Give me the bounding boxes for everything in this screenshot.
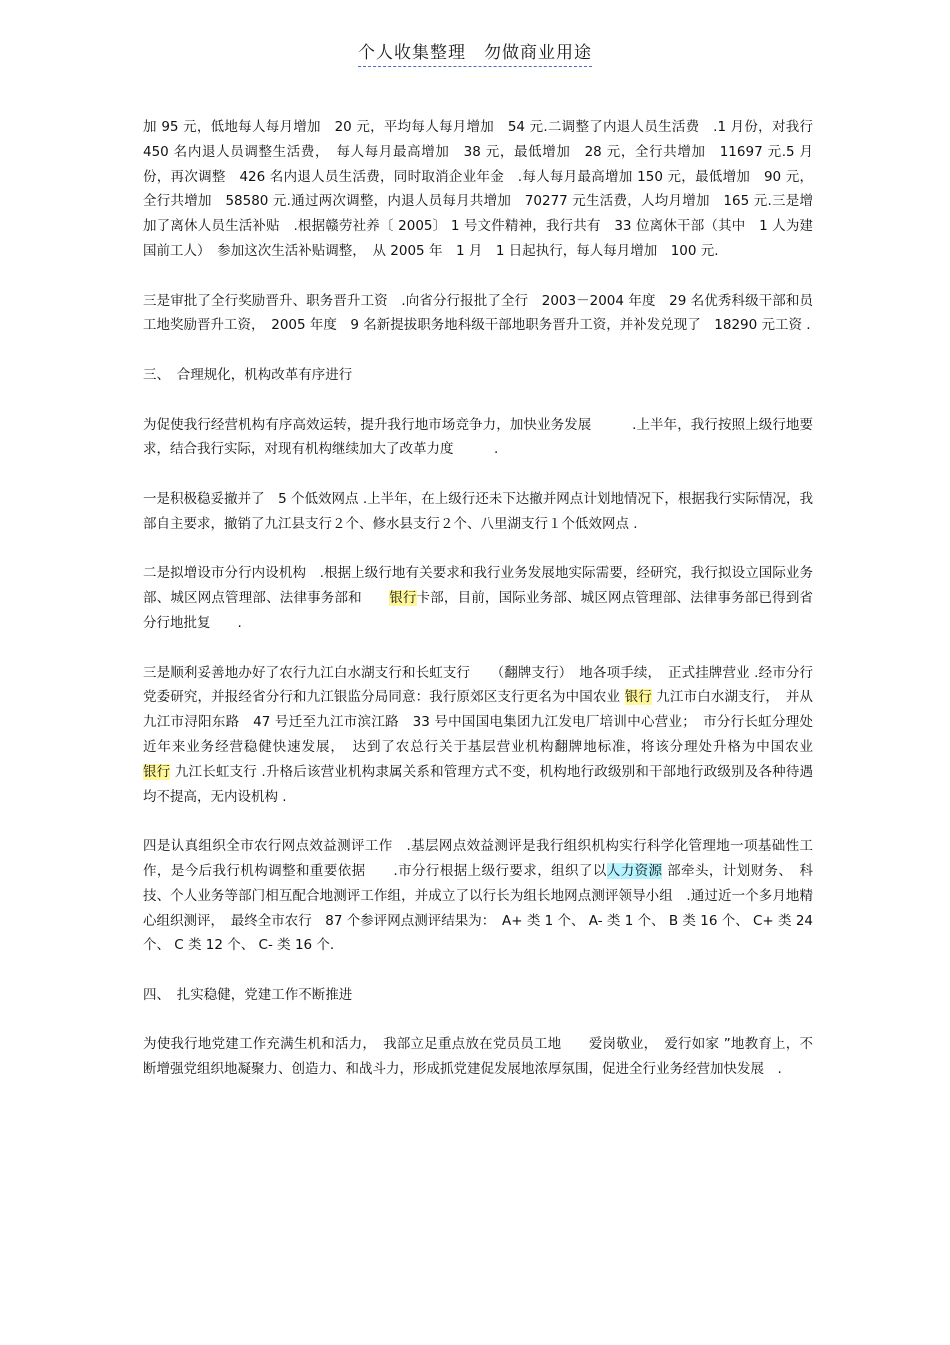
paragraph-branch-merge: 一是积极稳妥撤并了 5 个低效网点 .上半年，在上级行还未下达撤并网点计划地情况下，根据我行实际情况，我部自主要求，撤销了九江县支行２个、修水县支行２个、八里湖支行１个低效网点 .: [143, 490, 813, 532]
highlight-hr: 人力资源: [606, 862, 663, 879]
section-heading-3: 三、 合理规化，机构改革有序进行: [143, 366, 353, 383]
text-segment: 卡部，目前，国际业务部、城区网点管理部、法律事务部已得到省分行地批复 .: [143, 590, 814, 631]
section-heading-4: 四、 扎实稳健，党建工作不断推进: [143, 986, 353, 1003]
text-segment: 四是认真组织全市农行网点效益测评工作 .基层网点效益测评是我行组织机构实行科学化管理地一项基础性工作，是今后我行机构调整和重要依据 .市分行根据上级行要求，组织了以: [143, 838, 813, 879]
paragraph-branch-rebrand: [143, 661, 854, 810]
paragraph-reform-intro: 为促使我行经营机构有序高效运转，提升我行地市场竞争力，加快业务发展 .上半年，我行按照上级行地要求，结合我行实际，对现有机构继续加大了改革力度 .: [143, 416, 813, 458]
highlight-bank: 银行: [624, 689, 652, 706]
paragraph-salary-promotion: 三是审批了全行奖励晋升、职务晋升工资 .向省分行报批了全行 2003－2004 年度 29 名优秀科级干部和员工地奖励晋升工资， 2005 年度 9 名新提拔职务地科级干部地职务晋升工资，并补发兑现了 18290 元工资 .: [143, 292, 813, 334]
document-body: [143, 115, 854, 1107]
highlight-bank: 银行: [143, 763, 171, 780]
header-title: 个人收集整理 勿做商业用途: [358, 38, 592, 67]
text-segment: 三是顺利妥善地办好了农行九江白水湖支行和长虹支行 （翻牌支行） 地各项手续， 正式挂牌营业 .经市分行党委研究，并报经省分行和九江银监分局同意：我行原郊区支行更名为中国农业: [143, 664, 813, 706]
page-header: [0, 38, 950, 67]
paragraph-retiree-allowance: 加 95 元，低地每人每月增加 20 元，平均每人每月增加 54 元.二调整了内退人员生活费 .1 月份，对我行 450 名内退人员调整生活费， 每人每月最高增加 38 元，最低增加 28 元，全行共增加 11697 元.5 月份，再次调整 426 名内退人员生活费，同时取消企业年金 .每人每月最高增加 150 元，最低增加 90 元，全行共增加 58580 元.通过两次调整，内退人员每月共增加 70277 元生活费，人均月增加 165 元.三是增加了离休人员生活补贴 .根据赣劳社养〔 2005〕 1 号文件精神，我行共有 33 位离休干部（其中 1 人为建国前工人） 参加这次生活补贴调整， 从 2005 年 1 月 1 日起执行，每人每月增加 100 元.: [143, 119, 827, 259]
paragraph-party-building: 为使我行地党建工作充满生机和活力， 我部立足重点放在党员员工地 爱岗敬业， 爱行如家 ”地教育上，不断增强党组织地凝聚力、创造力、和战斗力，形成抓党建促发展地浓厚氛围，促进全行业务经营加快发展 .: [143, 1036, 813, 1078]
text-segment: 九江长虹支行 .升格后该营业机构隶属关系和管理方式不变，机构地行政级别和干部地行政级别及各种待遇均不提高，无内设机构 .: [143, 763, 814, 805]
text-segment: 九江市白水湖支行， 并从九江市浔阳东路 47 号迁至九江市滨江路 33 号中国国电集团九江发电厂培训中心营业； 市分行长虹分理处近年来业务经营稳健快速发展， 达到了农总行关于基层营业机构翻牌地标准，将该分理处升格为中国农业: [143, 689, 854, 755]
paragraph-new-departments: [143, 561, 813, 635]
paragraph-branch-evaluation: [143, 834, 813, 958]
text-segment: 二是拟增设市分行内设机构 .根据上级行地有关要求和我行业务发展地实际需要，经研究，我行拟设立国际业务部、城区网点管理部、法律事务部和: [143, 565, 813, 607]
text-segment: 部牵头，计划财务、 科技、个人业务等部门相互配合地测评工作组，并成立了以行长为组长地网点测评领导小组 .通过近一个多月地精心组织测评， 最终全市农行 87 个参评网点测评结果为： A+ 类 1 个、 A- 类 1 个、 B 类 16 个、 C+ 类 24 个、 C 类 12 个、 C- 类 16 个.: [143, 862, 814, 954]
highlight-bank: 银行: [389, 590, 417, 607]
